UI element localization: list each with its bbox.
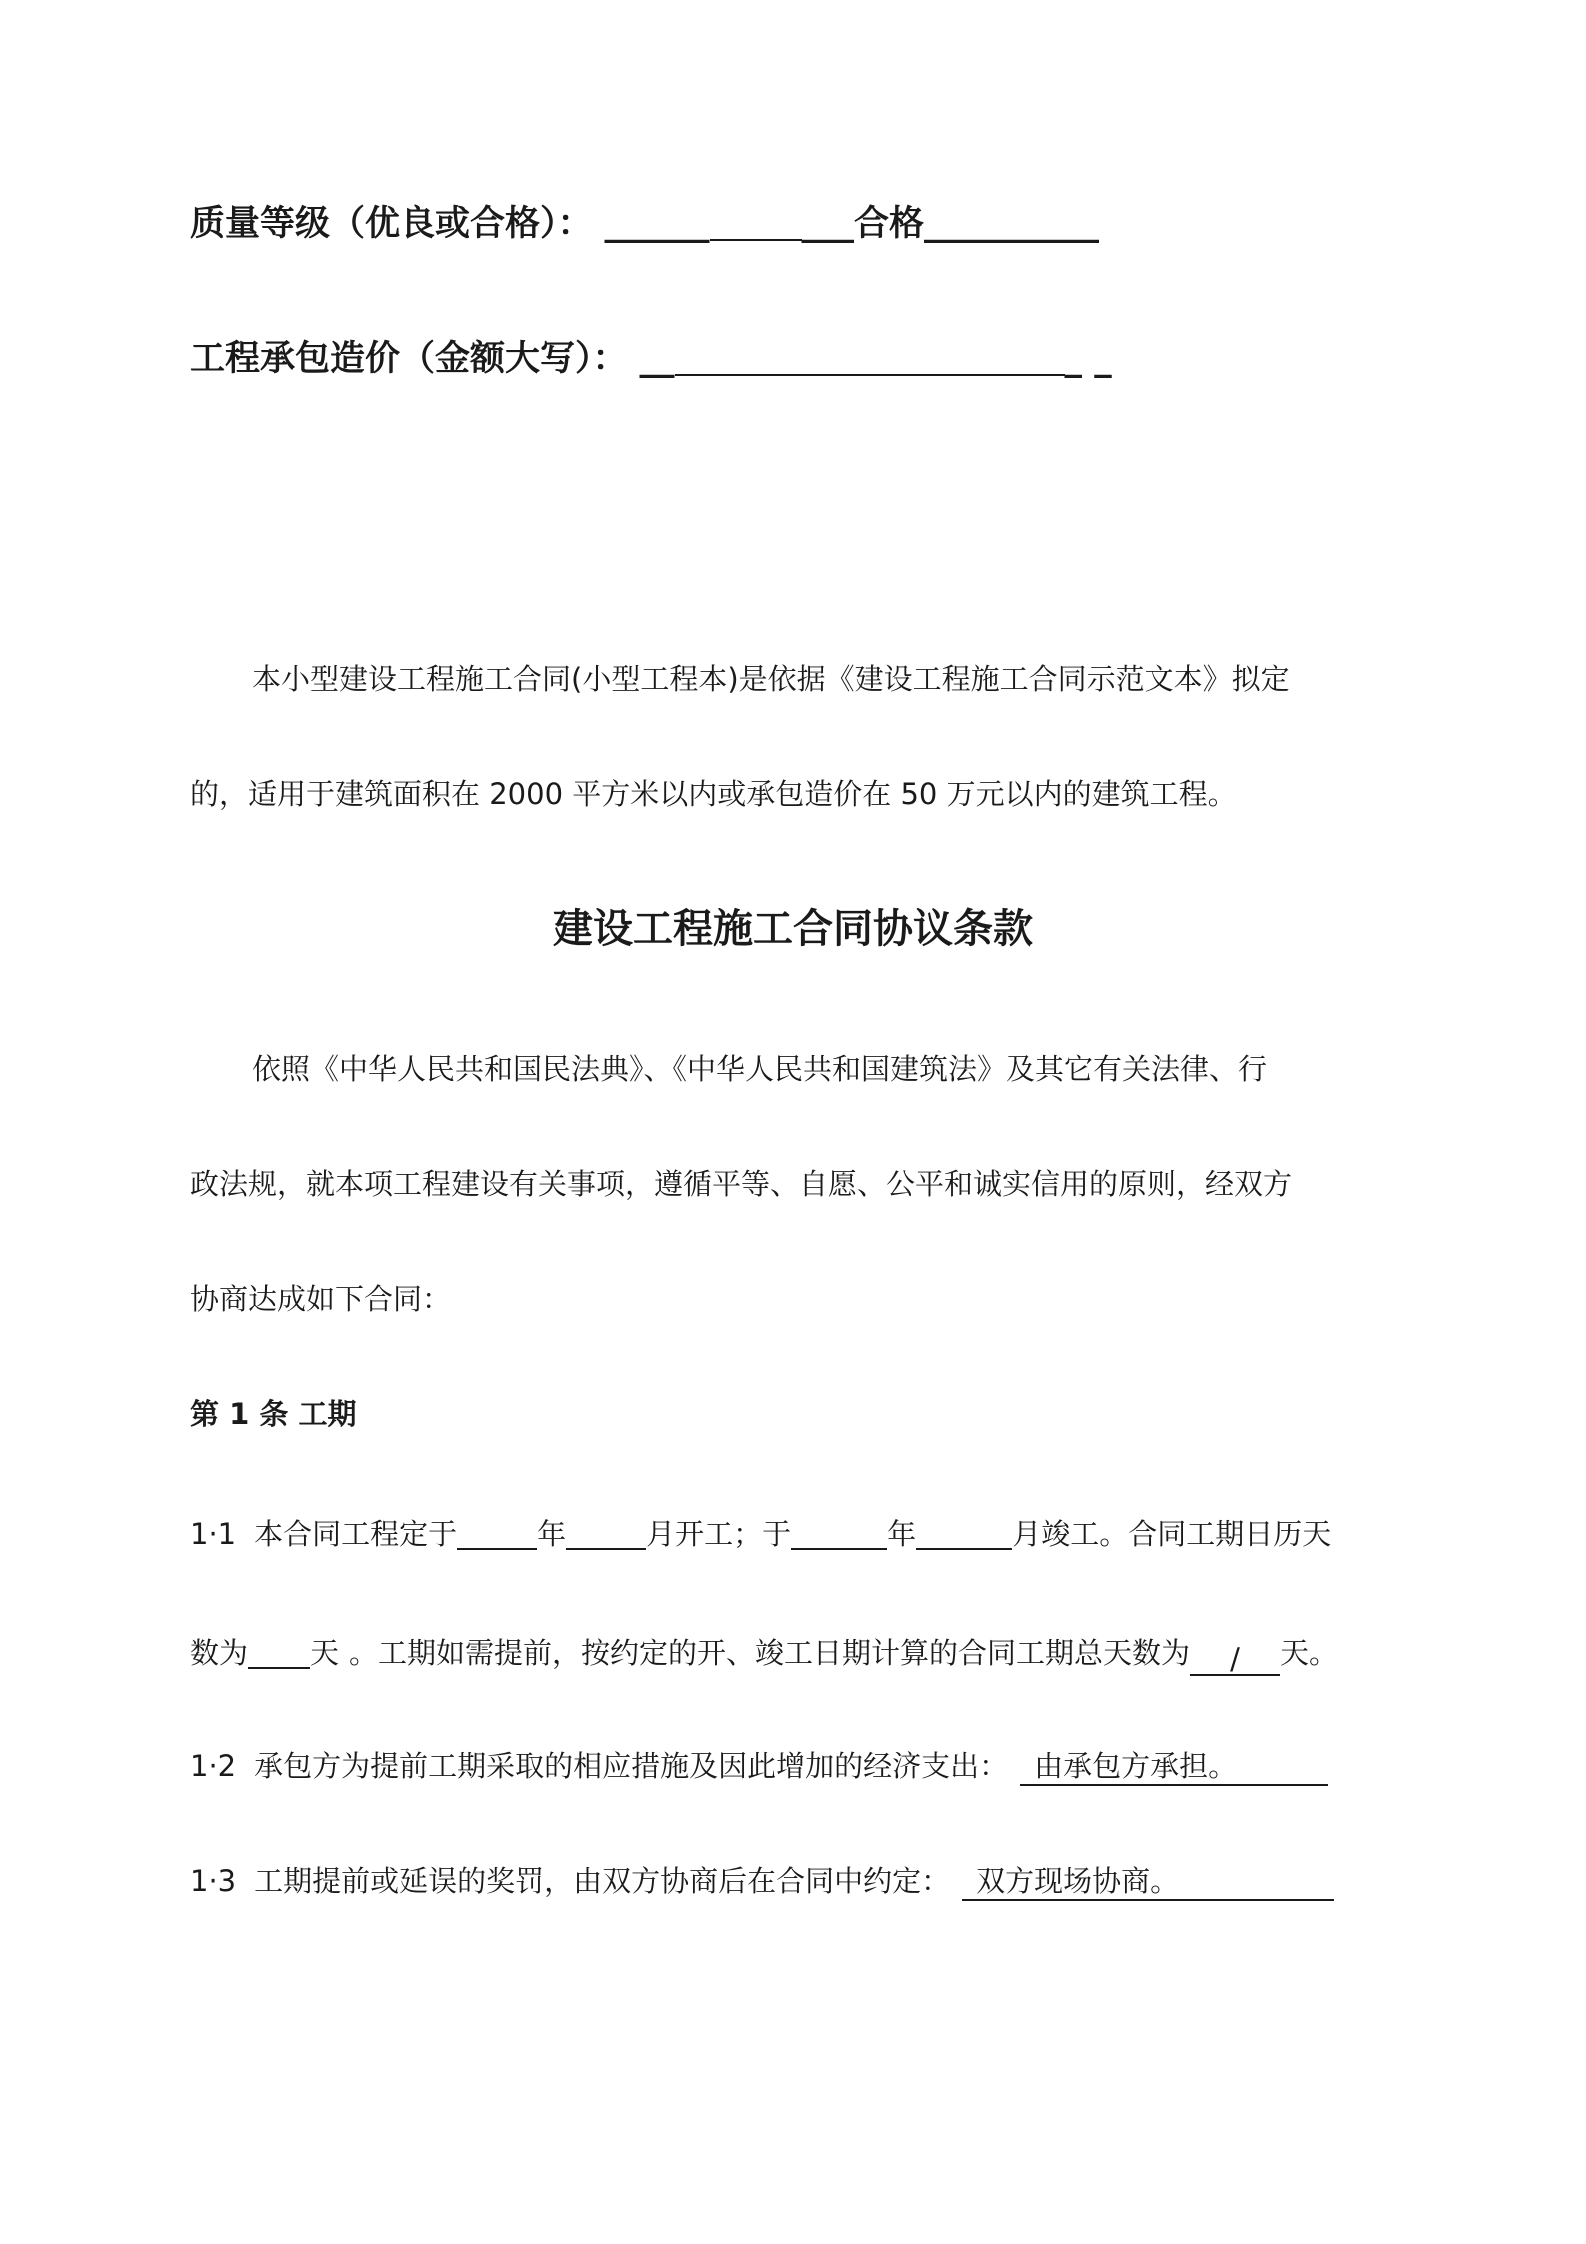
clause-1-2-answer [1020, 1749, 1328, 1786]
clause-1-1-text-a: 本合同工程定于 [254, 1517, 458, 1551]
quality-grade-line [190, 205, 1099, 242]
contract-price-suffix: _ _ [1064, 339, 1112, 379]
end-year-label: 年 [887, 1517, 917, 1551]
preamble-line-3: 协商达成如下合同： [190, 1282, 452, 1316]
quality-grade-value: 合格 [854, 204, 925, 244]
quality-grade-suffix: __________ [924, 204, 1100, 244]
start-year-label: 年 [537, 1517, 567, 1551]
preamble-line-1: 依照《中华人民共和国民法典》、《中华人民共和国建筑法》及其它有关法律、行 [252, 1052, 1268, 1086]
end-year-blank [791, 1518, 887, 1550]
contract-price-label: 工程承包造价（金额大写）： [190, 339, 628, 379]
total-days-label: 天 [310, 1636, 340, 1670]
intro-line-2: 的，适用于建筑面积在 2000 平方米以内或承包造价在 50 万元以内的建筑工程。 [190, 777, 1237, 811]
clause-1-2-answer-text: 由承包方承担。 [1034, 1749, 1238, 1783]
clause-1-1-text-b: 数为 [190, 1636, 249, 1670]
accelerated-days-blank: / [1190, 1644, 1280, 1676]
intro-line-1: 本小型建设工程施工合同(小型工程本)是依据《建设工程施工合同示范文本》拟定 [252, 662, 1290, 696]
clause-1-1-line-2 [190, 1637, 1338, 1676]
clause-1-3-line [190, 1864, 1334, 1901]
clause-1-3-answer-text: 双方现场协商。 [976, 1864, 1180, 1898]
clause-1-1-number: 1·1 [190, 1517, 237, 1551]
contract-price-line [190, 340, 1112, 377]
quality-grade-mid: ___ [801, 204, 855, 244]
quality-grade-blank [710, 205, 802, 241]
start-month-blank [566, 1518, 646, 1550]
quality-grade-prefix: ______ [604, 204, 710, 244]
agreement-title: 建设工程施工合同协议条款 [553, 906, 1033, 952]
end-month-label: 月竣工。合同工期日历天 [1012, 1517, 1332, 1551]
preamble-line-2: 政法规，就本项工程建设有关事项，遵循平等、自愿、公平和诚实信用的原则，经双方 [190, 1167, 1293, 1201]
clause-1-3-text: 工期提前或延误的奖罚，由双方协商后在合同中约定： [254, 1864, 951, 1898]
clause-1-1-text-d: 天。 [1280, 1636, 1339, 1670]
quality-grade-label: 质量等级（优良或合格）： [190, 204, 593, 244]
contract-price-blank [675, 340, 1065, 376]
total-days-blank [248, 1637, 310, 1669]
clause-1-2-number: 1·2 [190, 1749, 237, 1783]
clause-1-1-text-c: 。工期如需提前，按约定的开、竣工日期计算的合同工期总天数为 [349, 1636, 1191, 1670]
start-month-label: 月开工；于 [646, 1517, 792, 1551]
clause-1-3-number: 1·3 [190, 1864, 237, 1898]
article-1-heading: 第 1 条 工期 [190, 1397, 357, 1431]
contract-price-prefix: __ [639, 339, 675, 379]
clause-1-3-answer [962, 1864, 1334, 1901]
end-month-blank [916, 1518, 1012, 1550]
clause-1-2-text: 承包方为提前工期采取的相应措施及因此增加的经济支出： [254, 1749, 1009, 1783]
clause-1-1-line-1 [190, 1518, 1331, 1550]
clause-1-2-line [190, 1749, 1328, 1786]
start-year-blank [457, 1518, 537, 1550]
